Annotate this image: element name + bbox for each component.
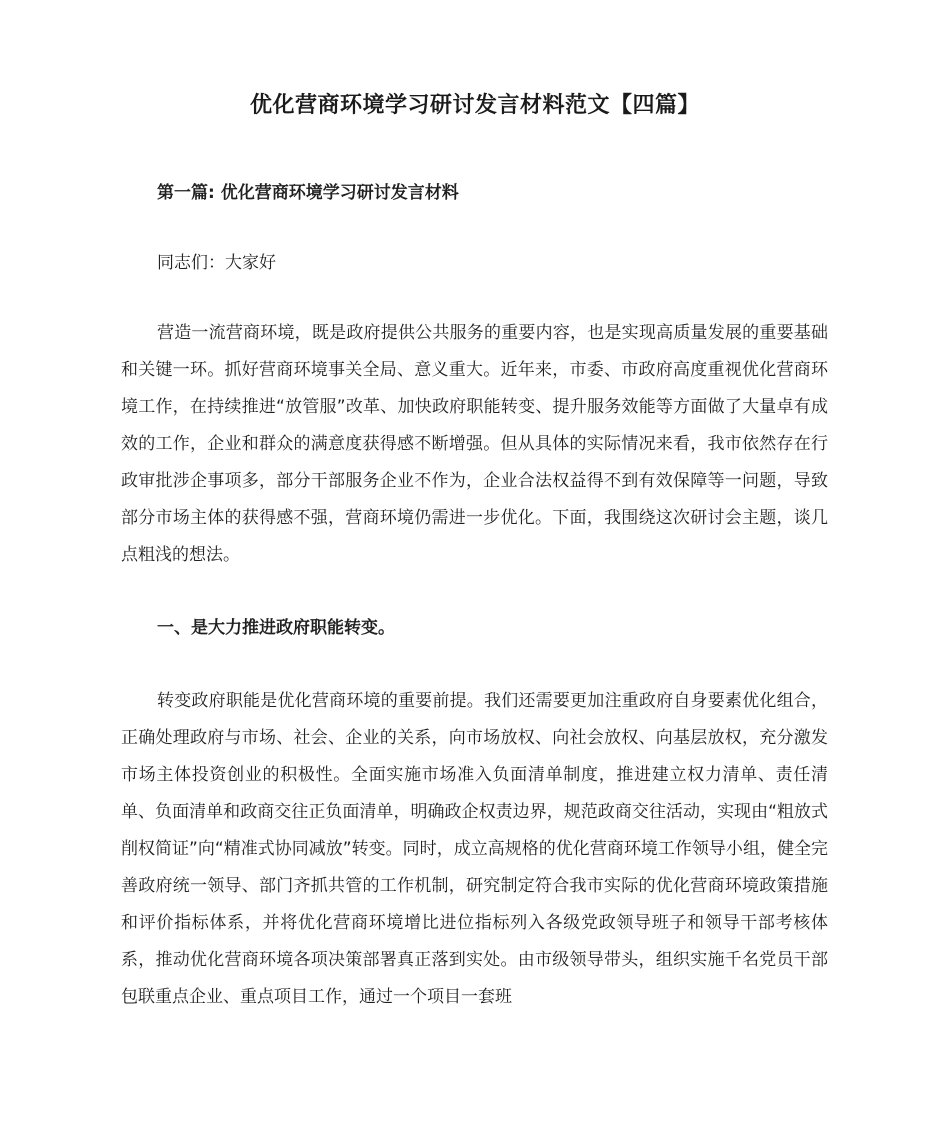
spacer xyxy=(121,647,828,683)
greeting-line: 同志们：大家好 xyxy=(157,253,276,273)
paragraph-body: 转变政府职能是优化营商环境的重要前提。我们还需要更加注重政府自身要素优化组合，正确处理政府与市场、社会、企业的关系，向市场放权、向社会放权、向基层放权，充分激发市场主体投资创业的积极性。全面实施市场准入负面清单制度，推进建立权力清单、责任清单、负面清单和政商交往正负面清单，明确政企权责边界，规范政商交往活动，实现由“粗放式削权简证”向“精准式协同减放”转变。同时，成立高规格的优化营商环境工作领导小组，健全完善政府统一领导、部门齐抓共管的工作机制，研究制定符合我市实际的优化营商环境政策措施和评价指标体系，并将优化营商环境增比进位指标列入各级党政领导班子和领导干部考核体系，推动优化营商环境各项决策部署真正落到实处。由市级领导带头，组织实施千名党员干部包联重点企业、重点项目工作，通过一个项目一套班 xyxy=(121,691,828,1007)
spacer xyxy=(121,574,828,610)
subheading-one: 一、是大力推进政府职能转变。 xyxy=(157,618,395,638)
paragraph-intro: 营造一流营商环境，既是政府提供公共服务的重要内容，也是实现高质量发展的重要基础和关键一环。抓好营商环境事关全局、意义重大。近年来，市委、市政府高度重视优化营商环境工作，在持续推进“放管服”改革、加快政府职能转变、提升服务效能等方面做了大量卓有成效的工作，企业和群众的满意度获得感不断增强。但从具体的实际情况来看，我市依然存在行政审批涉企事项多，部分干部服务企业不作为，企业合法权益得不到有效保障等一问题，导致部分市场主体的获得感不强，营商环境仍需进一步优化。下面，我围绕这次研讨会主题，谈几点粗浅的想法。 xyxy=(121,323,828,565)
section-heading: 第一篇: 优化营商环境学习研讨发言材料 xyxy=(157,183,459,203)
document-body xyxy=(121,175,828,1016)
spacer xyxy=(121,212,828,245)
spacer xyxy=(121,282,828,315)
document-title: 优化营商环境学习研讨发言材料范文【四篇】 xyxy=(249,93,700,118)
